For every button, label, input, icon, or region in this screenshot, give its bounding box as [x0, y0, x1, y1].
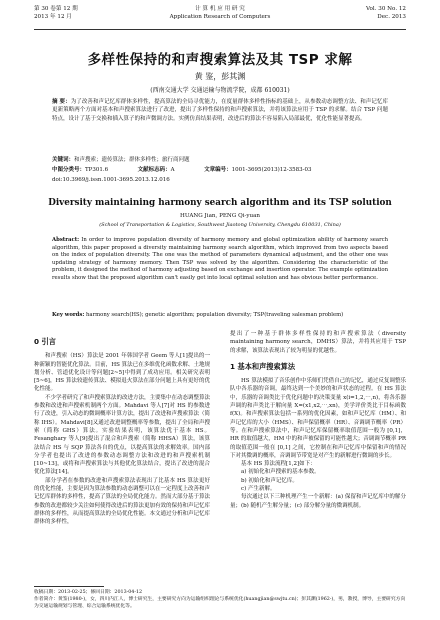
clc-label: 中图分类号： [52, 167, 86, 173]
left-column [34, 330, 210, 527]
keywords-en-text: harmony search(HS); genetic algorithm; population diversity; TSP(traveling salesman problem) [86, 312, 344, 318]
affiliation-cn: (西南交通大学 交通运输与物流学院，成都 610031) [150, 87, 290, 94]
article-no-value: 1001-3695(2013)12-3583-03 [231, 167, 312, 173]
header-date-cn: 2013 年 12 月 [34, 14, 72, 20]
article-no-label: 文章编号： [204, 167, 232, 173]
step-b: b) 初始化和声记忆库。 [241, 477, 298, 484]
abstract-en-label: Abstract: [52, 237, 80, 243]
header-journal-cn: 计 算 机 应 用 研 究 [195, 6, 245, 12]
footnote-rule [34, 586, 104, 587]
keywords-cn-text: 和声搜索；遗传算法；群体多样性；旅行商问题 [74, 157, 190, 163]
footnote-received: 收稿日期：2013-02-25；修回日期：2013-04-12 [34, 590, 143, 595]
right-column [230, 330, 406, 510]
header-journal [34, 5, 406, 21]
header-volume: 第 30 卷第 12 期 [34, 6, 78, 12]
step-a: a) 初始化和声搜索的基本参数。 [241, 469, 320, 476]
step-c: c) 产生新解。 [241, 486, 276, 493]
section-1-paragraph-2: 基本 HS 算法流程[1,2]如下： [241, 461, 316, 468]
title-en: Diversity maintaining harmony search algorithm and its TSP solution [48, 198, 392, 208]
doi: doi:10.3969/j.issn.1001-3695.2013.12.016 [52, 177, 170, 183]
abstract-cn [52, 98, 388, 123]
authors-en: HUANG Jian, PENG Qi-yuan [179, 213, 261, 219]
footnote [34, 589, 406, 610]
title-cn: 多样性保持的和声搜索算法及其 TSP 求解 [87, 52, 353, 68]
header-journal-en: Application Research of Computers [169, 14, 271, 20]
intro-paragraph-1: 和声搜索（HS）算法是 2001 年韩国学者 Geem 等人[1]提出的一种新颖的智能优化算法。目前，HS 算法已在多维优化函数求解、土地规划分析、管道优化设计等问题[2~5]中得到了成功应用。相关研究表明[5~6]，HS 算法较遗传算法、模拟退火算法在部分问题上具有更好的优化性能。 [34, 353, 210, 393]
classification-line [52, 166, 388, 174]
abstract-en [52, 237, 388, 283]
section-1-paragraph-3: 每次通过以下三种机理产生一个新解：(a) 保留和声记忆库中的解分量；(b) 随机产生解分量；(c) 部分解分量的微调机制。 [230, 494, 406, 509]
doc-code-label: 文献标志码： [137, 167, 171, 173]
doc-code-value: A [170, 167, 175, 173]
affiliation-en: (School of Transportation & Logistics, Southwest Jiaotong University, Chengdu 610031, China) [99, 222, 341, 228]
abstract-cn-label: 摘 要： [52, 99, 71, 105]
keywords-en [52, 312, 388, 320]
keywords-en-label: Key words: [52, 312, 85, 318]
section-intro-title: 0 引言 [34, 337, 56, 346]
abstract-cn-text: 为了改善和声记忆库群体多样性，提高算法的全局寻优能力，在度量群体多样性指标的基础上，从参数动态调整方法、和声记忆库更新策略两个方面对基本和声搜索算法进行了改进，提出了多样性保持的和声搜索算法，并将该算法应用于 TSP 的求解。结合 TSP 问题特点，设计了基于交换和插入算子的和声微调方法。实例仿真结果表明，改进后的算法不容易陷入局部最优，优化性能显著提高。 [52, 99, 388, 122]
header-issue-en [366, 5, 406, 21]
keywords-cn [52, 156, 388, 164]
clc-value: TP301.6 [85, 167, 109, 173]
header-volume-en: Vol. 30 No. 12 [366, 6, 406, 12]
abstract-en-text: In order to improve population diversity of harmony memory and global optimization ability of harmony search algorithm, this paper proposed a diversity maintaining harmony search algorithm, which improved from two aspects based on the index of population diversity. The one was the method of parameters dynamical adjustment, and the other one was updating strategy of harmony memory. Then TSP was solved by the algorithm. Considering the characteristic of the problem, it designed the method of harmony adjusting based on exchange and insertion operator. The example optimization results show that the proposed algorithm can't easily get into local optimal solution and has obvious better performance. [52, 237, 389, 281]
authors-cn: 黄 鉴，彭其渊 [194, 72, 246, 81]
intro-paragraph-3: 部分学者在参数的改进和声搜索算法表现出了比基本 HS 算法更好的优化性能，主要是因为算法参数的动态调整可以在一定程度上改善和声记忆库群体的多样性，提高了算法的全局优化能力。然而大部分基于算法参数的改进都较少关注如何使得改进后的算法更加有效的保持和声记忆库群体的多样性，从而提高算法的全局优化性能。本文通过分析和声记忆库群体的多样性， [34, 477, 211, 526]
section-1-paragraph-1: HS 算法模拟了音乐创作中乐师们凭借自己的记忆，通过反复调整乐队中各乐器的音调，最终达到一个美妙的和声状态的过程。在 HS 算法中，乐器的音调类比于优化问题中的决策变量 x(i=1,2,⋯,n)，将各乐器声调的和声类比于解向量 X=(x1,x2,⋯,xn)，美学评价类比于目标函数 f(X)。和声搜索算法包括一系列的优化因素，如和声记忆库（HM）、和声记忆库的大小（HMS）、和声保留概率（HR）、音调调节概率（PR）等。在和声搜索算法中，和声记忆库保留概率取值范围一般为 [0,1]，HR 的取值越大，HM 中的和声被保留的可能性越大；音调调节概率 PR 的取值范围一般在 [0,1] 之间，它控制在和声记忆库中保留和声的情况下对其微调的概率，音调调节带宽是对产生的新解进行微调的步长。 [230, 378, 406, 459]
header-date-en: Dec. 2013 [377, 14, 406, 20]
intro-paragraph-4: 提出了一种基于群体多样性保持的和声搜索算法（diversity maintaining harmony search，DMHS）算法，并将其应用于 TSP 的求解，该算法表现出了较为明显的优越性。 [230, 331, 406, 354]
running-header [34, 5, 406, 31]
section-1-title: 1 基本和声搜索算法 [230, 361, 296, 371]
header-rule [34, 29, 406, 30]
keywords-cn-label: 关键词： [52, 157, 75, 163]
footnote-bio: 作者简介：黄鉴(1980-)，女，四川内江人，博士研究生，主要研究方向为运输组织理论与系统优化(huangjian@swjtu.cn)；彭其渊(1962-)，男，教授，博导，主要研究方向为交通运输规划与管理、综合运输系统优化等。 [34, 597, 406, 609]
intro-paragraph-2: 不少学者研究了和声搜索算法的改进方法，主要集中在动态调整算法参数和改进和声搜索机制两个方面。Mahdavi 等人[7]对 HS 的参数进行了改进，引入动态的微调概率计算方法，提出了改进和声搜索算法（简称 IHS）。Mahdavi[8]又通过改进调整概率等参数，提出了全局和声搜索（简称 GHS）算法。实验结果表明，该算法优于基本 HS。Fesanghary 等人[9]提出了混合和声搜索（简称 HHSA）算法，该算法结合 HS 与 SQP 算法各自的优点，以提高算法的求解效率。国内部分学者也提出了改进的参数动态调整方法和改进的和声搜索机制[10~13]，或将和声搜索算法与其他优化算法结合，提出了改进的混合优化算法[14]。 [34, 394, 211, 476]
